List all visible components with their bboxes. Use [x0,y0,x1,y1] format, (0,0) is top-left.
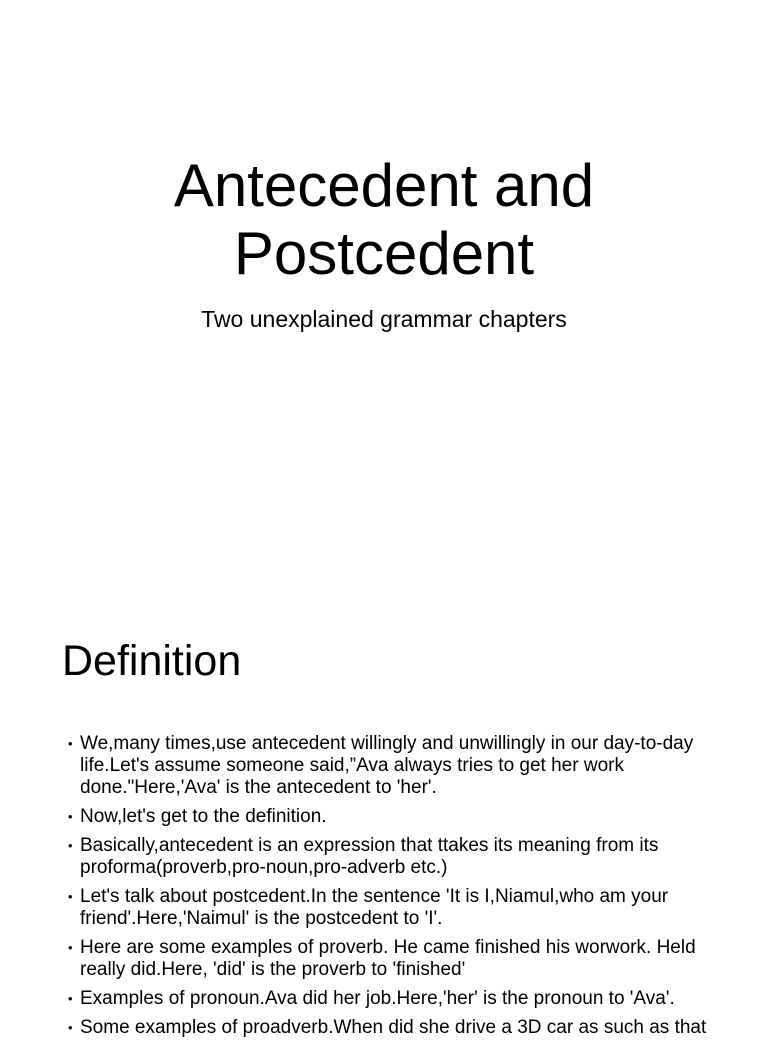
list-item [68,988,716,1010]
slide-subtitle: Two unexplained grammar chapters [201,306,567,332]
bullet-text: We,many times,use antecedent willingly and unwillingly in our day-to-day life.Let's assume someone said,”Ava always tries to get her work done."Here,'Ava' is the antecedent to 'her'. [80,733,694,798]
bullet-icon: • [68,736,73,751]
list-item [68,806,716,828]
list-item [68,1017,716,1039]
bullet-icon: • [68,991,73,1006]
slide-title [0,152,768,288]
definition-bullet-list [68,733,716,1046]
bullet-text: Now,let's get to the definition. [80,806,327,827]
bullet-icon: • [68,1020,73,1035]
bullet-icon: • [68,838,73,853]
list-item [68,733,716,799]
bullet-text: Here are some examples of proverb. He came finished his worwork. Held really did.Here, 'did' is the proverb to 'finished' [80,937,696,980]
slide-title-line-1: Antecedent and [173,152,595,219]
list-item [68,886,716,930]
bullet-icon: • [68,889,73,904]
slide-title-line-2: Postcedent [233,220,535,287]
list-item [68,937,716,981]
definition-slide [0,576,768,1038]
bullet-text: Examples of pronoun.Ava did her job.Here,'her' is the pronoun to 'Ava'. [80,988,675,1009]
bullet-icon: • [68,809,73,824]
definition-heading: Definition [62,637,242,685]
bullet-text: Some examples of proadverb.When did she drive a 3D car as such as that [80,1017,707,1038]
bullet-icon: • [68,940,73,955]
list-item [68,835,716,879]
bullet-text: Let's talk about postcedent.In the sentence 'It is I,Niamul,who am your friend'.Here,'Naimul' is the postcedent to 'I'. [80,886,669,929]
bullet-text: Basically,antecedent is an expression that ttakes its meaning from its proforma(proverb,pro-noun,pro-adverb etc.) [80,835,659,878]
